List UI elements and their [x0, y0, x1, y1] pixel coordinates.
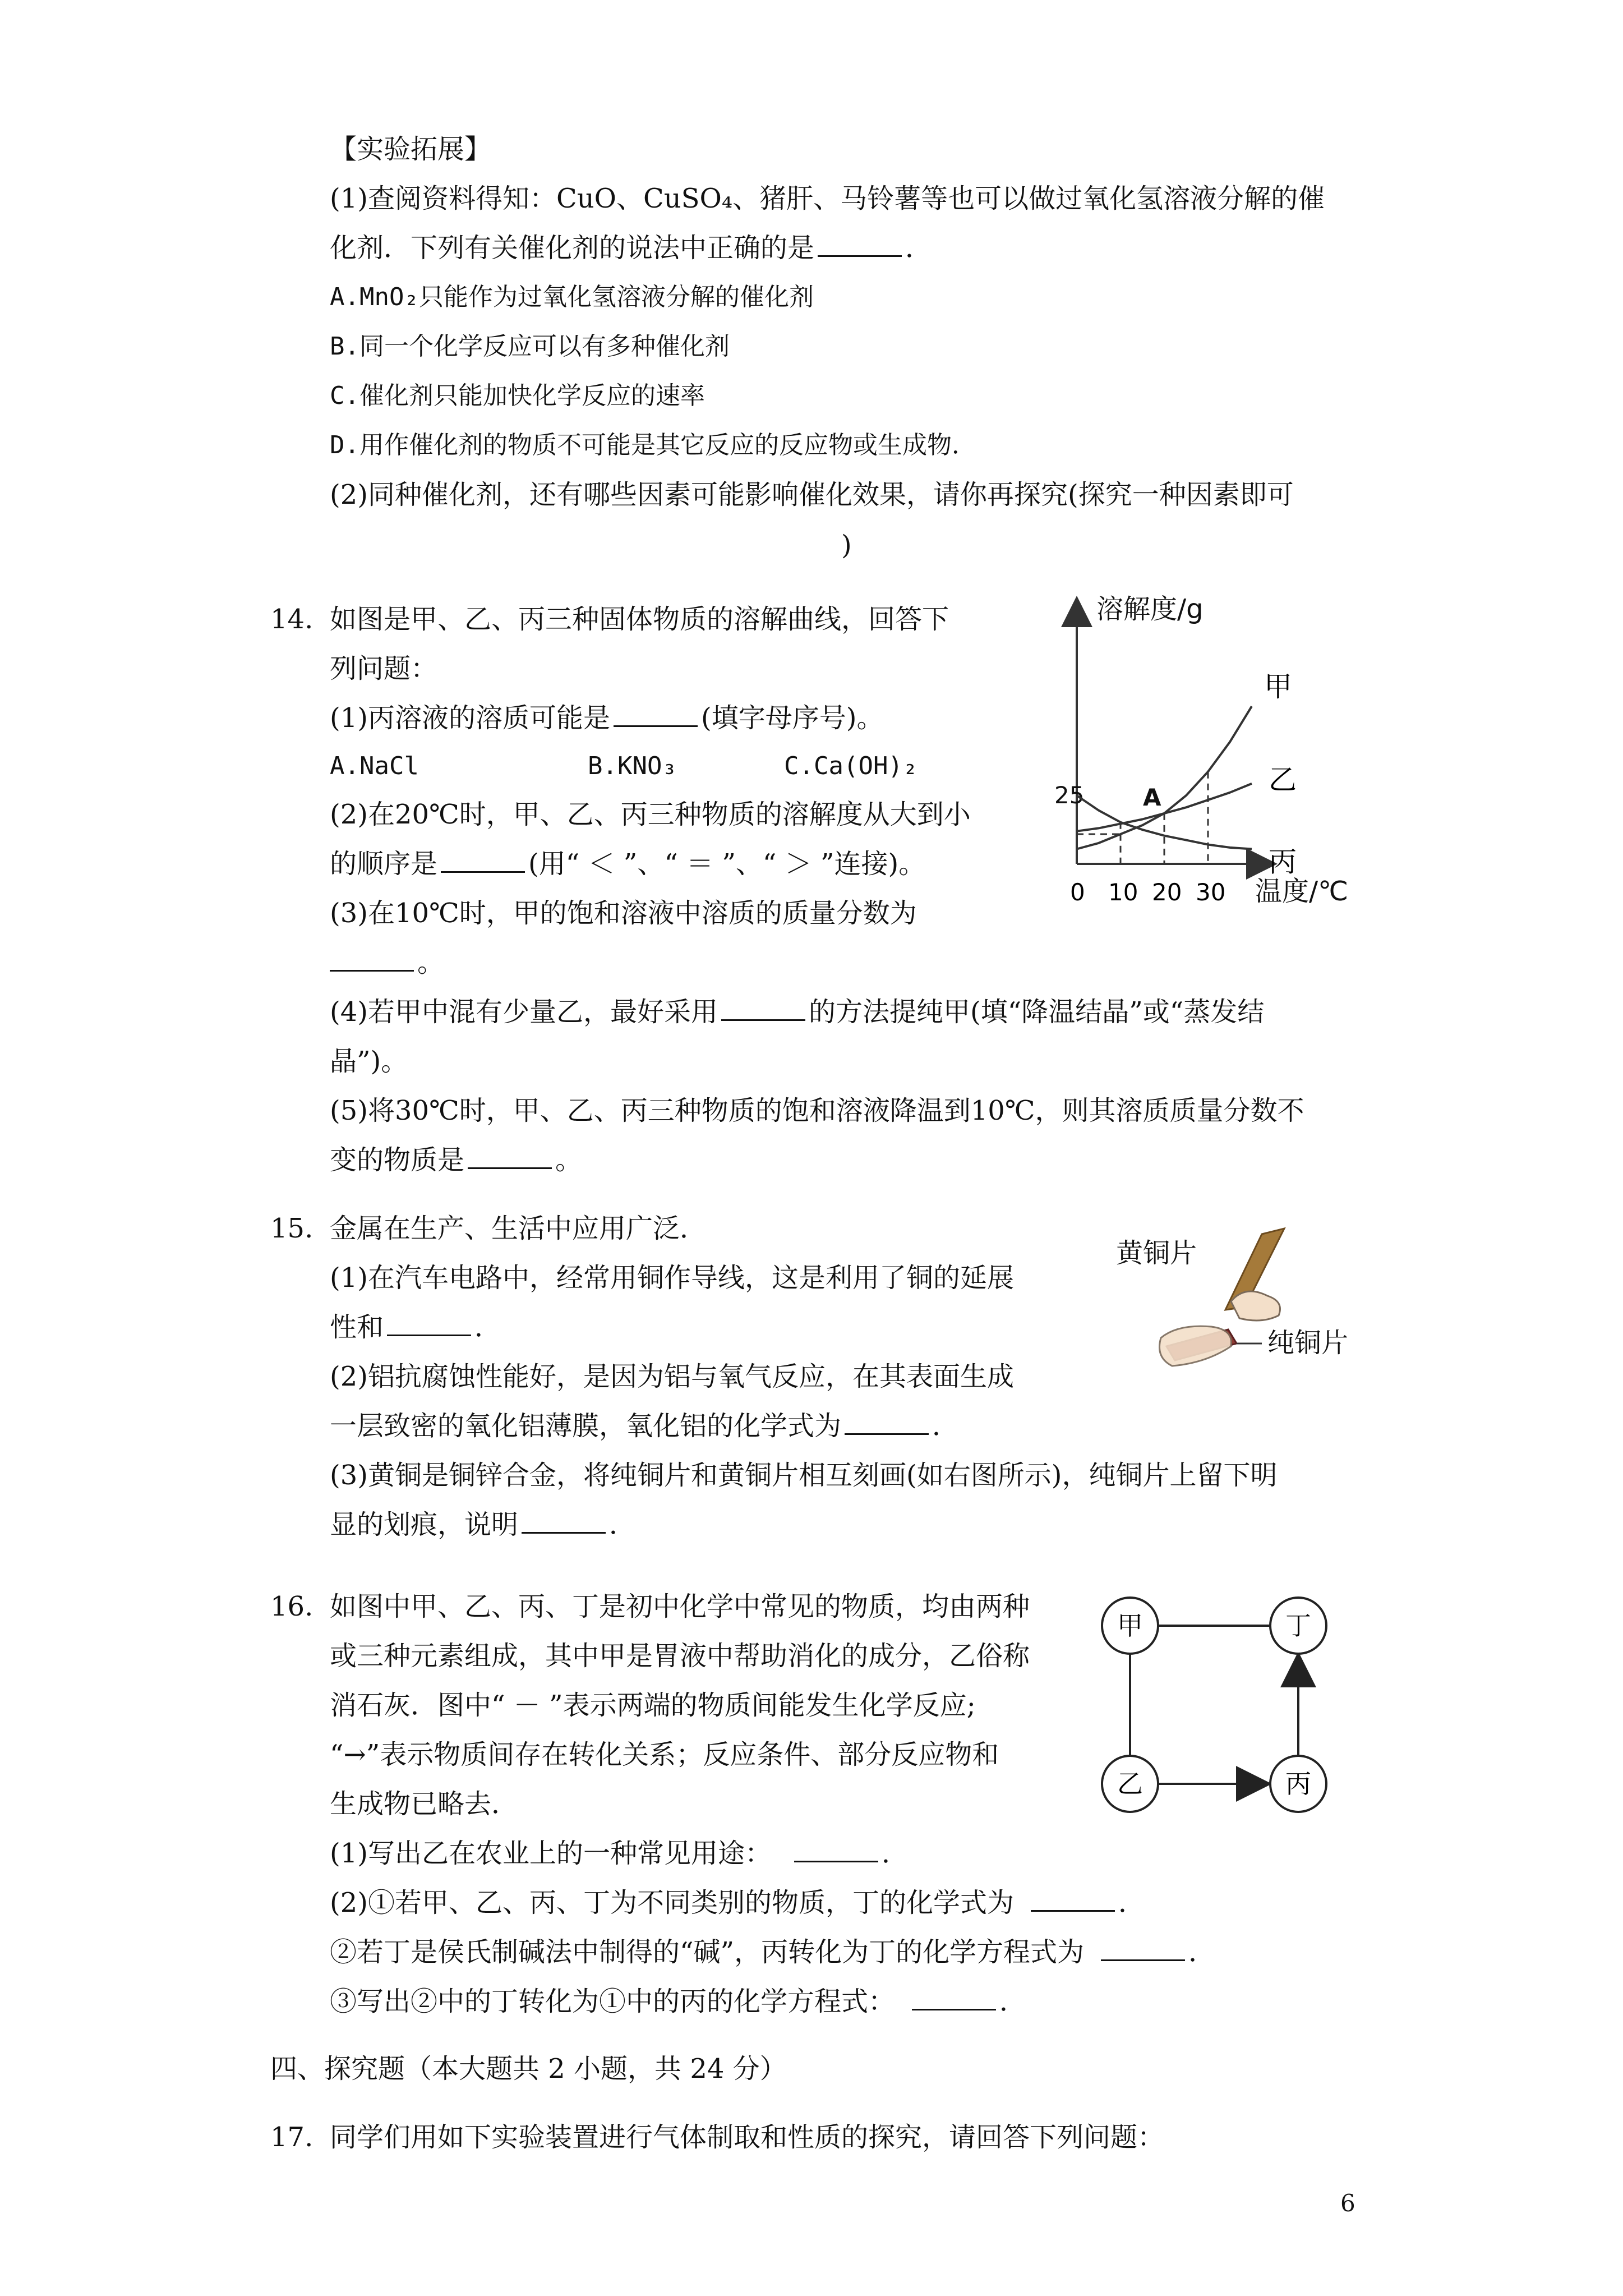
x-tick-label: 30	[1196, 878, 1226, 906]
node-bing	[1270, 1756, 1326, 1812]
answer-blank[interactable]	[721, 997, 805, 1021]
question-number-16: 16.	[270, 1591, 313, 1622]
answer-blank[interactable]	[1031, 1888, 1115, 1912]
answer-blank[interactable]	[387, 1312, 471, 1336]
q15-part2-line1: (2)铝抗腐蚀性能好，是因为铝与氧气反应，在其表面生成	[330, 1361, 1014, 1392]
q15-part2-text: 一层致密的氧化铝薄膜，氧化铝的化学式为	[330, 1410, 842, 1442]
q14-part4-line2: 晶”)。	[330, 1046, 408, 1077]
q16-part1-text: (1)写出乙在农业上的一种常见用途：	[330, 1838, 772, 1869]
copper-plate-label: 纯铜片	[1267, 1327, 1349, 1359]
x-axis-label: 温度/℃	[1255, 876, 1349, 907]
series-label: 乙	[1269, 763, 1297, 796]
q15-part2-line2	[330, 1410, 959, 1442]
q15-stem: 金属在生产、生活中应用广泛．	[330, 1213, 707, 1244]
q14-part3-line1: (3)在10℃时，甲的饱和溶液中溶质的质量分数为	[330, 898, 917, 929]
answer-blank[interactable]	[1101, 1937, 1185, 1961]
q14-part1	[330, 702, 883, 734]
svg-text:甲: 甲	[1117, 1611, 1143, 1641]
q15-part1-line1: (1)在汽车电路中，经常用铜作导线，这是利用了铜的延展	[330, 1262, 1014, 1294]
q15-part1-text: 性和	[330, 1312, 384, 1343]
q14-part1-end: (填字母序号)。	[701, 702, 884, 734]
q16-part3-text: ②若丁是侯氏制碱法中制得的“碱”，丙转化为丁的化学方程式为	[330, 1936, 1085, 1968]
question-number-15: 15.	[270, 1213, 313, 1244]
node-jia	[1102, 1598, 1158, 1654]
ext-q1-line1: (1)查阅资料得知：CuO、CuSO₄、猪肝、马铃薯等也可以做过氧化氢溶液分解的催	[330, 183, 1325, 214]
series-line-1	[1077, 784, 1252, 831]
x-tick-label: 20	[1152, 878, 1182, 906]
q16-stem-3: 消石灰．图中“ － ”表示两端的物质间能发生化学反应;	[330, 1690, 976, 1721]
question-number-14: 14.	[270, 604, 313, 635]
q14-part1-text: (1)丙溶液的溶质可能是	[330, 702, 610, 734]
ext-q2-line1: (2)同种催化剂，还有哪些因素可能影响催化效果，请你再探究(探究一种因素即可	[330, 479, 1294, 510]
svg-text:乙: 乙	[1117, 1769, 1143, 1799]
q14-option-b: B.KNO₃	[588, 752, 677, 780]
answer-blank[interactable]	[845, 1411, 929, 1435]
guide-lines	[1077, 772, 1208, 864]
q16-part1-end: ．	[882, 1838, 909, 1869]
ext-q1-line2	[330, 232, 932, 264]
q14-part5-line2	[330, 1144, 582, 1176]
y-tick-label: 25	[1054, 781, 1085, 809]
q14-part5-text: 变的物质是	[330, 1144, 465, 1176]
q14-option-a: A.NaCl	[330, 752, 419, 780]
q15-part3-line2	[330, 1509, 636, 1540]
answer-blank[interactable]	[468, 1145, 552, 1169]
answer-blank[interactable]	[794, 1838, 878, 1862]
x-tick-label: 10	[1108, 878, 1138, 906]
q16-stem-5: 生成物已略去．	[330, 1788, 519, 1820]
question-number-17: 17.	[270, 2122, 313, 2153]
q16-part4-text: ③写出②中的丁转化为①中的丙的化学方程式：	[330, 1986, 896, 2017]
answer-blank[interactable]	[818, 233, 902, 257]
q16-part3-end: ．	[1188, 1936, 1216, 1968]
ext-option-d: D.用作催化剂的物质不可能是其它反应的反应物或生成物．	[330, 431, 976, 459]
q14-part5-line1: (5)将30℃时，甲、乙、丙三种物质的饱和溶液降温到10℃，则其溶质质量分数不	[330, 1095, 1304, 1126]
q16-part4-end: ．	[999, 1986, 1027, 2017]
q16-part1	[330, 1838, 909, 1869]
q14-part2-line1: (2)在20℃时，甲、乙、丙三种物质的溶解度从大到小	[330, 799, 971, 830]
q14-option-c: C.Ca(OH)₂	[784, 752, 918, 780]
ext-option-b: B.同一个化学反应可以有多种催化剂	[330, 332, 730, 361]
x-tick-label: 0	[1070, 878, 1085, 906]
ext-q1-end: ．	[905, 232, 933, 264]
svg-text:丁: 丁	[1285, 1611, 1311, 1641]
q14-part4-line1	[330, 996, 1264, 1028]
q16-part3	[330, 1936, 1215, 1968]
q16-stem-4: “→”表示物质间存在转化关系；反应条件、部分反应物和	[330, 1739, 999, 1770]
q14-part2-text: 的顺序是	[330, 848, 438, 880]
q14-part3-line2	[330, 947, 444, 978]
q14-part4-text-end: 的方法提纯甲(填“降温结晶”或“蒸发结	[809, 996, 1265, 1028]
series-label: 丙	[1269, 845, 1297, 878]
answer-blank[interactable]	[330, 947, 414, 972]
answer-blank[interactable]	[912, 1986, 996, 2010]
q14-stem-2: 列问题：	[330, 653, 438, 684]
solubility-chart	[1043, 589, 1436, 926]
q16-part2	[330, 1887, 1145, 1918]
page-number: 6	[1340, 2189, 1355, 2217]
q15-part1-end: ．	[474, 1312, 502, 1343]
q14-part5-end: 。	[555, 1144, 583, 1176]
answer-blank[interactable]	[522, 1510, 606, 1534]
svg-text:丙: 丙	[1285, 1769, 1311, 1799]
q16-stem-1: 如图中甲、乙、丙、丁是初中化学中常见的物质，均由两种	[330, 1591, 1030, 1622]
relationship-diagram	[1094, 1582, 1374, 1818]
brass-copper-illustration	[1099, 1217, 1380, 1386]
q16-part4	[330, 1986, 1026, 2017]
y-axis-label: 溶解度/g	[1096, 593, 1204, 625]
q16-stem-2: 或三种元素组成，其中甲是胃液中帮助消化的成分，乙俗称	[330, 1640, 1030, 1672]
section-4-title: 四、探究题（本大题共 2 小题，共 24 分）	[270, 2053, 787, 2085]
q14-part2-line2	[330, 848, 925, 880]
q14-part2-end: (用“ ＜ ”、“ ＝ ”、“ ＞ ”连接)。	[528, 848, 926, 880]
q15-part3-text: 显的划痕，说明	[330, 1509, 519, 1540]
ext-q1-text: 化剂．下列有关催化剂的说法中正确的是	[330, 232, 815, 264]
q16-part2-text: (2)①若甲、乙、丙、丁为不同类别的物质，丁的化学式为	[330, 1887, 1014, 1918]
ext-option-a: A.MnO₂只能作为过氧化氢溶液分解的催化剂	[330, 283, 814, 311]
q15-part3-line1: (3)黄铜是铜锌合金，将纯铜片和黄铜片相互刻画(如右图所示)，纯铜片上留下明	[330, 1460, 1278, 1491]
q15-part1-line2	[330, 1312, 501, 1343]
ext-option-c: C.催化剂只能加快化学反应的速率	[330, 381, 705, 410]
ext-q2-end: )	[841, 530, 852, 561]
point-a-label: A	[1143, 783, 1161, 811]
series-labels	[1264, 670, 1297, 878]
x-tick-labels	[1070, 878, 1225, 906]
q16-part2-end: ．	[1118, 1887, 1146, 1918]
q14-stem-1: 如图是甲、乙、丙三种固体物质的溶解曲线，回答下	[330, 604, 949, 635]
q14-part3-end: 。	[417, 947, 445, 978]
node-yi	[1102, 1756, 1158, 1812]
series-label: 甲	[1264, 670, 1292, 703]
q15-part2-end: ．	[932, 1410, 960, 1442]
answer-blank[interactable]	[441, 849, 525, 873]
node-ding	[1270, 1598, 1326, 1654]
answer-blank[interactable]	[614, 703, 698, 727]
q14-part4-text: (4)若甲中混有少量乙，最好采用	[330, 996, 718, 1028]
brass-plate-label: 黄铜片	[1116, 1237, 1197, 1269]
section-ext-title: 【实验拓展】	[330, 134, 492, 165]
q17-stem: 同学们用如下实验装置进行气体制取和性质的探究，请回答下列问题：	[330, 2122, 1165, 2153]
q15-part3-end: ．	[609, 1509, 637, 1540]
